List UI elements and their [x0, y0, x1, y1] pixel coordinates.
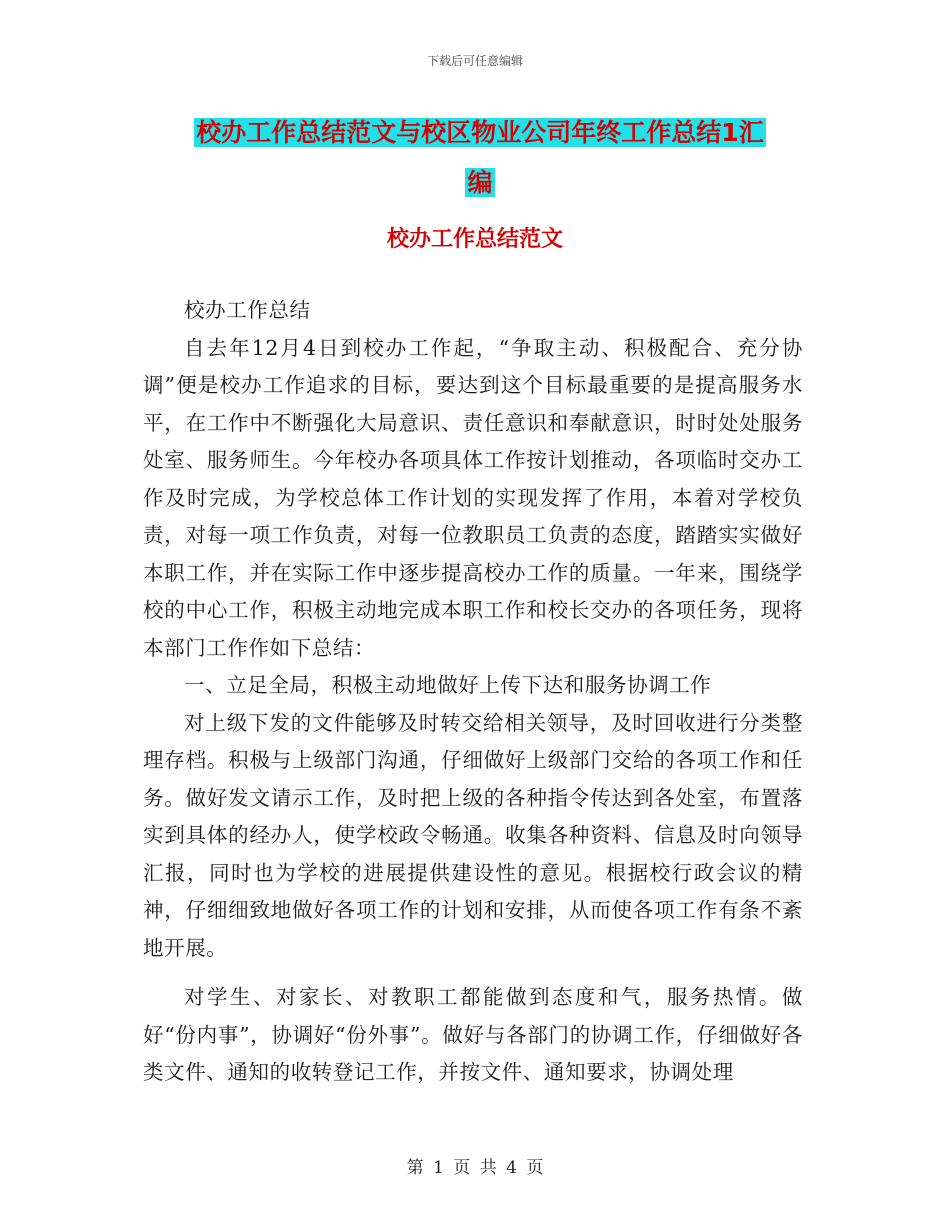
section-title: 校办工作总结范文: [386, 227, 563, 252]
document-title-line-2: 编: [467, 168, 493, 197]
page-footer: 第 1 页 共 4 页: [406, 1158, 544, 1178]
paragraph-subheading: 校办工作总结: [184, 298, 311, 322]
page-header-note: 下载后可任意编辑: [426, 54, 523, 68]
document-title-line-1: 校办工作总结范文与校区物业公司年终工作总结1汇: [196, 118, 764, 147]
document-title: [150, 108, 810, 208]
paragraph-intro: 自去年12月4日到校办工作起，“争取主动、积极配合、充分协调”便是校办工作追求的目标，要达到这个目标最重要的是提高服务水平，在工作中不断强化大局意识、责任意识和奉献意识，时时处处服务处室、服务师生。今年校办各项具体工作按计划推动，各项临时交办工作及时完成，为学校总体工作计划的实现发挥了作用，本着对学校负责，对每一项工作负责，对每一位教职员工负责的态度，踏踏实实做好本职工作，并在实际工作中逐步提高校办工作的质量。一年来，围绕学校的中心工作，积极主动地完成本职工作和校长交办的各项任务，现将本部门工作作如下总结：: [143, 335, 803, 660]
body-text: [143, 292, 803, 1092]
paragraph-body-1: 对上级下发的文件能够及时转交给相关领导，及时回收进行分类整理存档。积极与上级部门沟通，仔细做好上级部门交给的各项工作和任务。做好发文请示工作，及时把上级的各种指令传达到各处室，布置落实到具体的经办人，使学校政令畅通。收集各种资料、信息及时向领导汇报，同时也为学校的进展提供建设性的意见。根据校行政会议的精神，仔细细致地做好各项工作的计划和安排，从而使各项工作有条不紊地开展。: [143, 710, 803, 960]
paragraph-heading-1: 一、立足全局，积极主动地做好上传下达和服务协调工作: [184, 673, 712, 697]
paragraph-body-2: 对学生、对家长、对教职工都能做到态度和气，服务热情。做好“份内事”，协调好“份外事”。做好与各部门的协调工作，仔细做好各类文件、通知的收转登记工作，并按文件、通知要求，协调处理: [143, 985, 803, 1084]
